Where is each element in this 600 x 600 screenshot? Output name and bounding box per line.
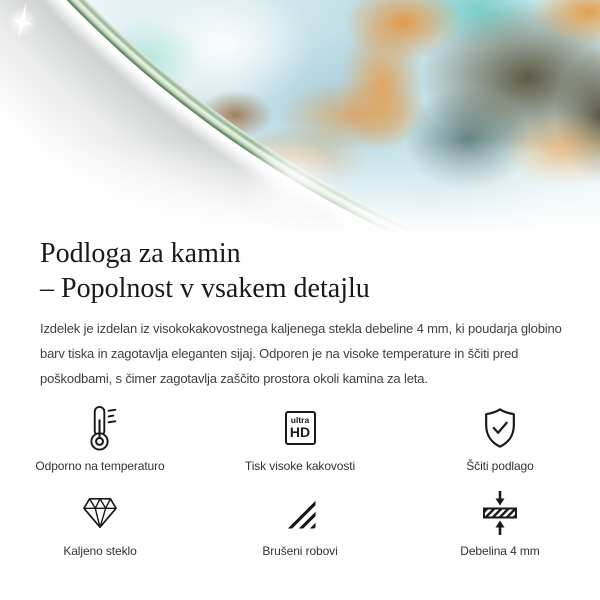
product-description: Izdelek je izdelan iz visokokakovostnega kaljenega stekla debeline 4 mm, ki poudarja globino barv tiska in zagotavlja eleganten sijaj. Odporen je na visoke temperature in ščiti pred poškodbami, s čimer zagotavlja zaščito prostora okoli kamina za leta. [40,321,562,386]
feature-label: Tisk visoke kakovosti [244,459,356,473]
thermometer-icon [82,405,118,451]
thickness-arrows-icon [482,490,518,536]
feature-temperature-resistant [0,405,200,474]
features-grid [0,405,600,559]
feature-tempered-glass [0,490,200,559]
feature-brushed-edges [200,490,400,559]
feature-label: Debelina 4 mm [460,544,540,558]
feature-label: Brušeni robovi [262,544,338,558]
feature-protects-surface [400,405,600,474]
feature-label: Kaljeno steklo [63,544,137,558]
brushed-edges-icon [285,490,316,536]
feature-label: Ščiti podlago [466,459,534,473]
ultra-hd-badge-bottom: HD [289,423,311,440]
product-image [0,0,600,236]
product-details [0,236,600,559]
title-line-1: Podloga za kamin [40,238,241,269]
ultra-hd-badge-top: ultra [290,415,310,426]
feature-label: Odporno na temperaturo [35,459,165,473]
title-line-2: – Popolnost v vsakem detajlu [40,273,370,304]
shield-check-icon [480,405,520,451]
ultra-hd-icon [285,405,316,451]
diamond-icon [81,490,119,536]
page-title [40,236,560,306]
feature-print-quality [200,405,400,474]
feature-thickness [400,490,600,559]
hero-fade [0,0,600,236]
